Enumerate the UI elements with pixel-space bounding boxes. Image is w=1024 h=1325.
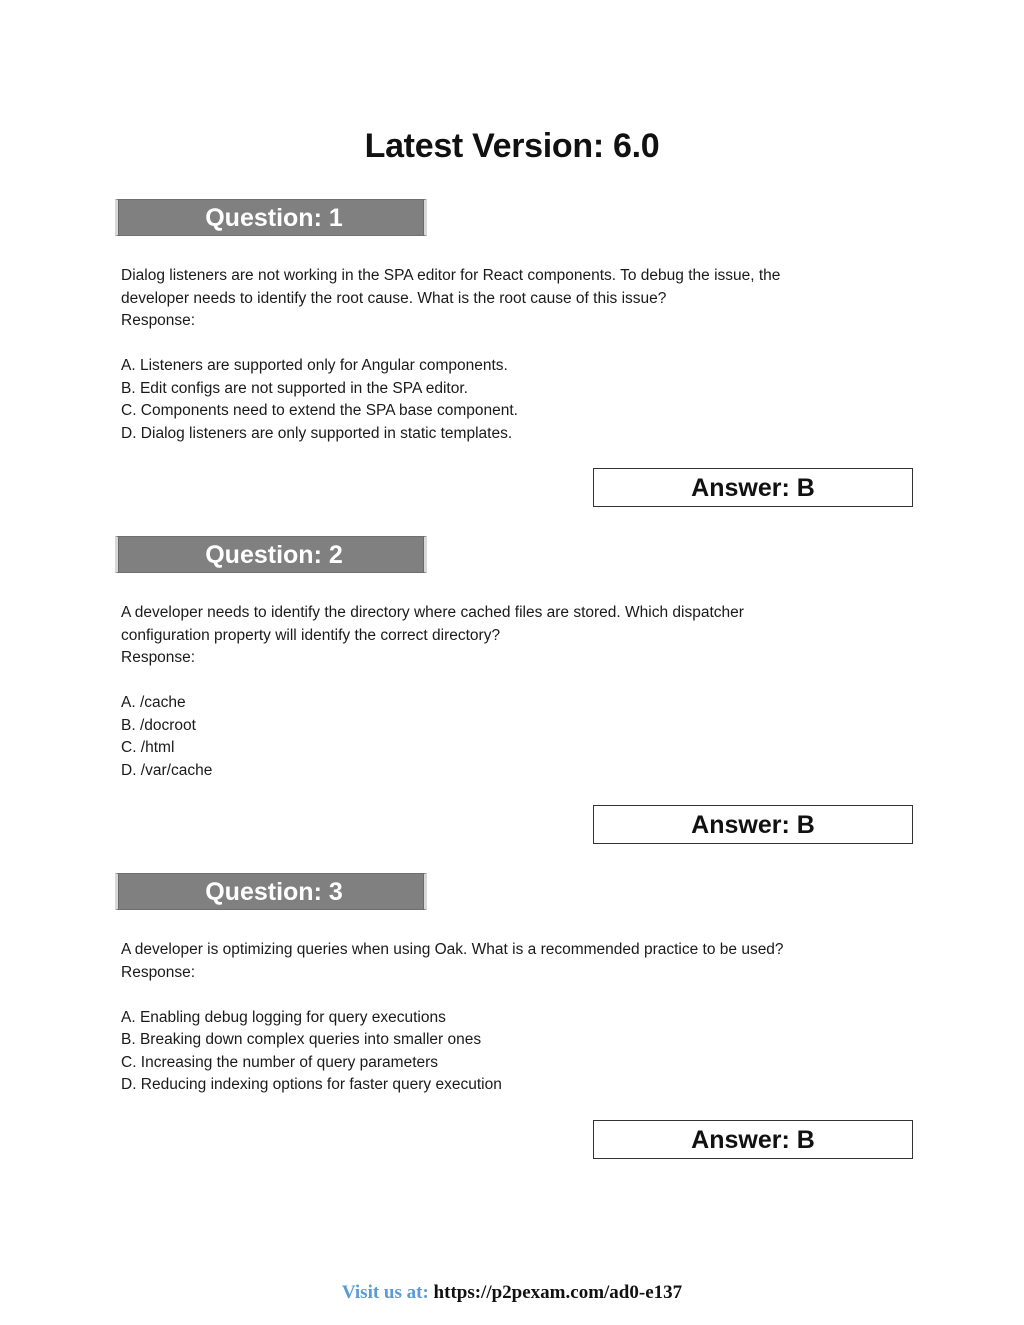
answer-label: Answer: B: [691, 811, 815, 839]
page-title: Latest Version: 6.0: [364, 127, 660, 165]
answer-label: Answer: B: [691, 1126, 815, 1154]
option-list: [121, 355, 861, 445]
question-text-line: A developer needs to identify the directory where cached files are stored. Which dispatcher: [121, 604, 744, 621]
option-c: C. /html: [121, 739, 175, 756]
footer-url-link[interactable]: https://p2pexam.com/ad0-e137: [433, 1282, 683, 1303]
answer-label: Answer: B: [691, 474, 815, 502]
question-text-line: configuration property will identify the correct directory?: [121, 626, 501, 644]
footer: [0, 1281, 1024, 1305]
response-label: Response:: [121, 649, 196, 666]
option-d: D. Dialog listeners are only supported in static templates.: [121, 424, 513, 442]
option-a: A. Enabling debug logging for query executions: [121, 1008, 446, 1026]
question-header-label: Question: 3: [205, 878, 343, 906]
question-header: [115, 536, 427, 573]
response-label: Response:: [121, 963, 196, 981]
option-list: [121, 1007, 861, 1097]
question-text-line: developer needs to identify the root cause. What is the root cause of this issue?: [121, 289, 667, 307]
option-a: A. Listeners are supported only for Angular components.: [121, 357, 508, 374]
option-d: D. Reducing indexing options for faster query execution: [121, 1076, 502, 1093]
question-body: [121, 939, 861, 1097]
option-b: B. /docroot: [121, 716, 196, 734]
question-header-label: Question: 2: [205, 541, 343, 569]
question-text-line: Dialog listeners are not working in the SPA editor for React components. To debug the issue, the: [121, 267, 781, 284]
option-a: A. /cache: [121, 694, 186, 711]
answer-box: [593, 805, 913, 844]
question-body: [121, 265, 861, 445]
question-body: [121, 602, 861, 782]
question-header: [115, 199, 427, 236]
option-c: C. Increasing the number of query parameters: [121, 1053, 439, 1071]
option-c: C. Components need to extend the SPA base component.: [121, 402, 518, 419]
option-b: B. Breaking down complex queries into smaller ones: [121, 1031, 482, 1048]
footer-prefix: Visit us at:: [341, 1282, 429, 1303]
answer-box: [593, 468, 913, 507]
question-header: [115, 873, 427, 910]
question-text-line: A developer is optimizing queries when using Oak. What is a recommended practice to be used?: [121, 941, 784, 958]
response-label: Response:: [121, 312, 196, 329]
option-d: D. /var/cache: [121, 761, 213, 779]
question-header-label: Question: 1: [205, 204, 343, 232]
option-b: B. Edit configs are not supported in the SPA editor.: [121, 379, 468, 397]
answer-box: [593, 1120, 913, 1159]
option-list: [121, 692, 861, 782]
